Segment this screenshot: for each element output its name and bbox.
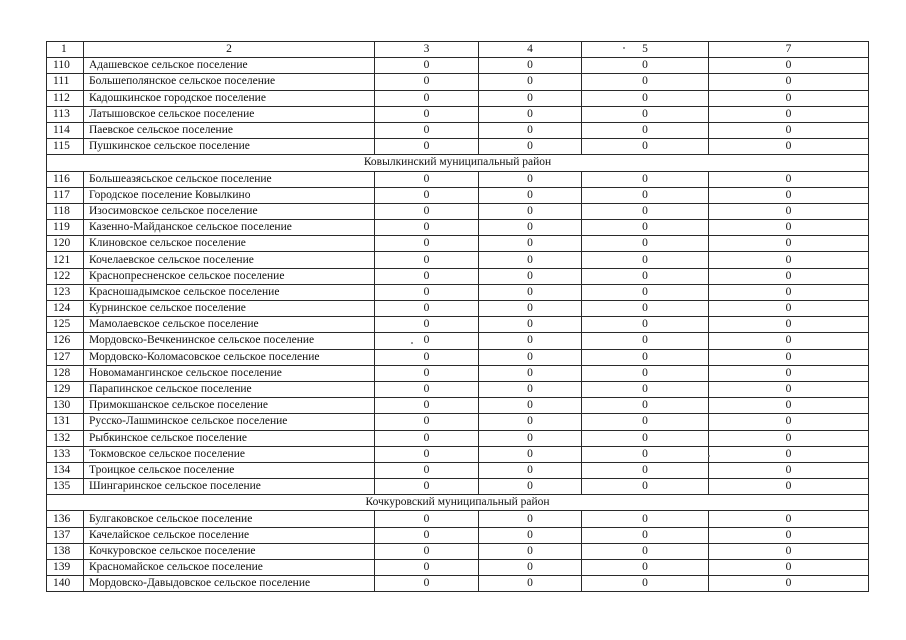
table-row xyxy=(47,139,869,155)
table-row xyxy=(47,398,869,414)
value-col-4: 0 xyxy=(479,511,582,527)
value-col-3: 0 xyxy=(375,398,479,414)
scan-speck xyxy=(708,455,710,457)
table-row xyxy=(47,527,869,543)
value-col-4: 0 xyxy=(479,122,582,138)
value-col-3: 0 xyxy=(375,333,479,349)
value-col-5: 0 xyxy=(582,90,709,106)
row-number: 115 xyxy=(47,139,84,155)
settlement-name: Красномайское сельское поселение xyxy=(84,560,375,576)
table-row xyxy=(47,479,869,495)
table-body xyxy=(47,42,869,592)
scan-speck xyxy=(411,342,413,344)
value-col-3: 0 xyxy=(375,479,479,495)
value-col-4: 0 xyxy=(479,560,582,576)
settlement-name: Краснопресненское сельское поселение xyxy=(84,268,375,284)
value-col-7: 0 xyxy=(709,576,869,592)
table-row xyxy=(47,576,869,592)
value-col-3: 0 xyxy=(375,511,479,527)
value-col-5: 0 xyxy=(582,576,709,592)
value-col-4: 0 xyxy=(479,268,582,284)
row-number: 112 xyxy=(47,90,84,106)
row-number: 124 xyxy=(47,301,84,317)
value-col-3: 0 xyxy=(375,446,479,462)
row-number: 117 xyxy=(47,187,84,203)
value-col-5: 0 xyxy=(582,381,709,397)
settlement-name: Шингаринское сельское поселение xyxy=(84,479,375,495)
value-col-3: 0 xyxy=(375,365,479,381)
value-col-3: 0 xyxy=(375,349,479,365)
settlement-name: Красношадымское сельское поселение xyxy=(84,284,375,300)
scan-speck xyxy=(623,47,625,49)
value-col-3: 0 xyxy=(375,252,479,268)
value-col-7: 0 xyxy=(709,171,869,187)
settlement-name: Токмовское сельское поселение xyxy=(84,446,375,462)
table-row xyxy=(47,430,869,446)
table-row xyxy=(47,236,869,252)
value-col-5: 0 xyxy=(582,122,709,138)
value-col-4: 0 xyxy=(479,203,582,219)
table-row xyxy=(47,106,869,122)
value-col-3: 0 xyxy=(375,74,479,90)
data-table xyxy=(46,41,869,592)
value-col-4: 0 xyxy=(479,527,582,543)
value-col-3: 0 xyxy=(375,122,479,138)
value-col-5: 0 xyxy=(582,333,709,349)
value-col-4: 0 xyxy=(479,576,582,592)
value-col-3: 0 xyxy=(375,236,479,252)
value-col-5: 0 xyxy=(582,511,709,527)
value-col-7: 0 xyxy=(709,333,869,349)
value-col-7: 0 xyxy=(709,430,869,446)
table-row xyxy=(47,74,869,90)
value-col-7: 0 xyxy=(709,446,869,462)
row-number: 128 xyxy=(47,365,84,381)
value-col-7: 0 xyxy=(709,220,869,236)
table-row xyxy=(47,462,869,478)
row-number: 111 xyxy=(47,74,84,90)
settlement-name: Изосимовское сельское поселение xyxy=(84,203,375,219)
value-col-7: 0 xyxy=(709,511,869,527)
value-col-4: 0 xyxy=(479,462,582,478)
value-col-5: 0 xyxy=(582,301,709,317)
value-col-5: 0 xyxy=(582,236,709,252)
value-col-7: 0 xyxy=(709,560,869,576)
value-col-5: 0 xyxy=(582,543,709,559)
settlement-name: Большеазясьское сельское поселение xyxy=(84,171,375,187)
table-row xyxy=(47,187,869,203)
value-col-4: 0 xyxy=(479,398,582,414)
value-col-7: 0 xyxy=(709,90,869,106)
value-col-4: 0 xyxy=(479,446,582,462)
value-col-4: 0 xyxy=(479,333,582,349)
value-col-4: 0 xyxy=(479,381,582,397)
value-col-4: 0 xyxy=(479,317,582,333)
value-col-5: 0 xyxy=(582,187,709,203)
value-col-7: 0 xyxy=(709,479,869,495)
value-col-7: 0 xyxy=(709,252,869,268)
value-col-7: 0 xyxy=(709,74,869,90)
settlement-name: Примокшанское сельское поселение xyxy=(84,398,375,414)
value-col-4: 0 xyxy=(479,187,582,203)
settlement-name: Паевское сельское поселение xyxy=(84,122,375,138)
value-col-3: 0 xyxy=(375,576,479,592)
row-number: 137 xyxy=(47,527,84,543)
row-number: 113 xyxy=(47,106,84,122)
value-col-3: 0 xyxy=(375,543,479,559)
value-col-5: 0 xyxy=(582,171,709,187)
row-number: 136 xyxy=(47,511,84,527)
settlement-name: Городское поселение Ковылкино xyxy=(84,187,375,203)
value-col-7: 0 xyxy=(709,106,869,122)
row-number: 131 xyxy=(47,414,84,430)
header-cell-2: 2 xyxy=(84,42,375,58)
settlement-name: Новомамангинское сельское поселение xyxy=(84,365,375,381)
table-row xyxy=(47,333,869,349)
settlement-name: Русско-Лашминское сельское поселение xyxy=(84,414,375,430)
row-number: 126 xyxy=(47,333,84,349)
settlement-name: Пушкинское сельское поселение xyxy=(84,139,375,155)
row-number: 140 xyxy=(47,576,84,592)
settlement-name: Кадошкинское городское поселение xyxy=(84,90,375,106)
value-col-4: 0 xyxy=(479,106,582,122)
row-number: 123 xyxy=(47,284,84,300)
value-col-7: 0 xyxy=(709,527,869,543)
value-col-4: 0 xyxy=(479,301,582,317)
row-number: 122 xyxy=(47,268,84,284)
table-row xyxy=(47,58,869,74)
value-col-7: 0 xyxy=(709,122,869,138)
row-number: 118 xyxy=(47,203,84,219)
settlement-name: Мордовско-Давыдовское сельское поселение xyxy=(84,576,375,592)
value-col-3: 0 xyxy=(375,90,479,106)
value-col-7: 0 xyxy=(709,317,869,333)
value-col-7: 0 xyxy=(709,58,869,74)
value-col-5: 0 xyxy=(582,252,709,268)
table-row xyxy=(47,90,869,106)
row-number: 110 xyxy=(47,58,84,74)
table-row xyxy=(47,560,869,576)
table-row xyxy=(47,268,869,284)
value-col-3: 0 xyxy=(375,430,479,446)
table-row xyxy=(47,252,869,268)
row-number: 116 xyxy=(47,171,84,187)
value-col-3: 0 xyxy=(375,203,479,219)
table-row xyxy=(47,543,869,559)
value-col-3: 0 xyxy=(375,527,479,543)
value-col-3: 0 xyxy=(375,381,479,397)
value-col-4: 0 xyxy=(479,430,582,446)
row-number: 129 xyxy=(47,381,84,397)
settlement-name: Кочелаевское сельское поселение xyxy=(84,252,375,268)
value-col-3: 0 xyxy=(375,284,479,300)
row-number: 133 xyxy=(47,446,84,462)
value-col-5: 0 xyxy=(582,268,709,284)
value-col-3: 0 xyxy=(375,58,479,74)
value-col-7: 0 xyxy=(709,414,869,430)
table-row xyxy=(47,317,869,333)
value-col-4: 0 xyxy=(479,171,582,187)
row-number: 134 xyxy=(47,462,84,478)
value-col-4: 0 xyxy=(479,365,582,381)
value-col-5: 0 xyxy=(582,220,709,236)
settlement-name: Рыбкинское сельское поселение xyxy=(84,430,375,446)
value-col-7: 0 xyxy=(709,187,869,203)
value-col-4: 0 xyxy=(479,543,582,559)
value-col-5: 0 xyxy=(582,446,709,462)
settlement-name: Парапинское сельское поселение xyxy=(84,381,375,397)
value-col-5: 0 xyxy=(582,560,709,576)
value-col-4: 0 xyxy=(479,220,582,236)
value-col-7: 0 xyxy=(709,284,869,300)
value-col-5: 0 xyxy=(582,317,709,333)
section-title: Ковылкинский муниципальный район xyxy=(47,155,869,171)
row-number: 120 xyxy=(47,236,84,252)
value-col-7: 0 xyxy=(709,543,869,559)
value-col-4: 0 xyxy=(479,236,582,252)
value-col-5: 0 xyxy=(582,479,709,495)
value-col-4: 0 xyxy=(479,252,582,268)
value-col-4: 0 xyxy=(479,414,582,430)
settlement-name: Клиновское сельское поселение xyxy=(84,236,375,252)
section-row xyxy=(47,495,869,511)
value-col-5: 0 xyxy=(582,462,709,478)
value-col-7: 0 xyxy=(709,349,869,365)
value-col-4: 0 xyxy=(479,90,582,106)
header-cell-3: 3 xyxy=(375,42,479,58)
row-number: 138 xyxy=(47,543,84,559)
settlement-name: Адашевское сельское поселение xyxy=(84,58,375,74)
value-col-3: 0 xyxy=(375,187,479,203)
value-col-7: 0 xyxy=(709,236,869,252)
table-row xyxy=(47,203,869,219)
value-col-5: 0 xyxy=(582,414,709,430)
value-col-3: 0 xyxy=(375,139,479,155)
value-col-3: 0 xyxy=(375,171,479,187)
settlement-name: Качелайское сельское поселение xyxy=(84,527,375,543)
value-col-5: 0 xyxy=(582,106,709,122)
value-col-4: 0 xyxy=(479,139,582,155)
settlement-name: Большеполянское сельское поселение xyxy=(84,74,375,90)
value-col-3: 0 xyxy=(375,414,479,430)
value-col-4: 0 xyxy=(479,58,582,74)
row-number: 132 xyxy=(47,430,84,446)
value-col-4: 0 xyxy=(479,74,582,90)
value-col-7: 0 xyxy=(709,301,869,317)
settlement-name: Казенно-Майданское сельское поселение xyxy=(84,220,375,236)
value-col-5: 0 xyxy=(582,527,709,543)
value-col-5: 0 xyxy=(582,365,709,381)
settlement-name: Троицкое сельское поселение xyxy=(84,462,375,478)
section-row xyxy=(47,155,869,171)
table-row xyxy=(47,381,869,397)
row-number: 121 xyxy=(47,252,84,268)
table-row xyxy=(47,122,869,138)
table-row xyxy=(47,284,869,300)
header-cell-5: 5 xyxy=(582,42,709,58)
value-col-5: 0 xyxy=(582,349,709,365)
header-cell-4: 4 xyxy=(479,42,582,58)
table-row xyxy=(47,349,869,365)
value-col-5: 0 xyxy=(582,58,709,74)
table-row xyxy=(47,365,869,381)
value-col-7: 0 xyxy=(709,139,869,155)
row-number: 135 xyxy=(47,479,84,495)
settlement-name: Латышовское сельское поселение xyxy=(84,106,375,122)
settlement-name: Мордовско-Коломасовское сельское поселение xyxy=(84,349,375,365)
header-cell-7: 7 xyxy=(709,42,869,58)
settlement-name: Курнинское сельское поселение xyxy=(84,301,375,317)
table-row xyxy=(47,171,869,187)
value-col-7: 0 xyxy=(709,381,869,397)
value-col-3: 0 xyxy=(375,301,479,317)
value-col-3: 0 xyxy=(375,560,479,576)
settlement-name: Мамолаевское сельское поселение xyxy=(84,317,375,333)
value-col-3: 0 xyxy=(375,220,479,236)
row-number: 114 xyxy=(47,122,84,138)
row-number: 119 xyxy=(47,220,84,236)
value-col-3: 0 xyxy=(375,106,479,122)
table-row xyxy=(47,301,869,317)
settlement-name: Булгаковское сельское поселение xyxy=(84,511,375,527)
settlement-name: Мордовско-Вечкенинское сельское поселение xyxy=(84,333,375,349)
value-col-5: 0 xyxy=(582,203,709,219)
value-col-7: 0 xyxy=(709,398,869,414)
value-col-4: 0 xyxy=(479,284,582,300)
value-col-5: 0 xyxy=(582,398,709,414)
section-title: Кочкуровский муниципальный район xyxy=(47,495,869,511)
value-col-5: 0 xyxy=(582,74,709,90)
value-col-5: 0 xyxy=(582,430,709,446)
header-row xyxy=(47,42,869,58)
value-col-4: 0 xyxy=(479,479,582,495)
table-row xyxy=(47,414,869,430)
table-row xyxy=(47,511,869,527)
value-col-7: 0 xyxy=(709,203,869,219)
value-col-3: 0 xyxy=(375,462,479,478)
value-col-5: 0 xyxy=(582,139,709,155)
row-number: 125 xyxy=(47,317,84,333)
value-col-7: 0 xyxy=(709,462,869,478)
value-col-3: 0 xyxy=(375,268,479,284)
table-row xyxy=(47,220,869,236)
value-col-3: 0 xyxy=(375,317,479,333)
row-number: 127 xyxy=(47,349,84,365)
row-number: 139 xyxy=(47,560,84,576)
settlement-name: Кочкуровское сельское поселение xyxy=(84,543,375,559)
header-cell-1: 1 xyxy=(47,42,84,58)
value-col-7: 0 xyxy=(709,365,869,381)
row-number: 130 xyxy=(47,398,84,414)
value-col-4: 0 xyxy=(479,349,582,365)
value-col-7: 0 xyxy=(709,268,869,284)
value-col-5: 0 xyxy=(582,284,709,300)
table-row xyxy=(47,446,869,462)
